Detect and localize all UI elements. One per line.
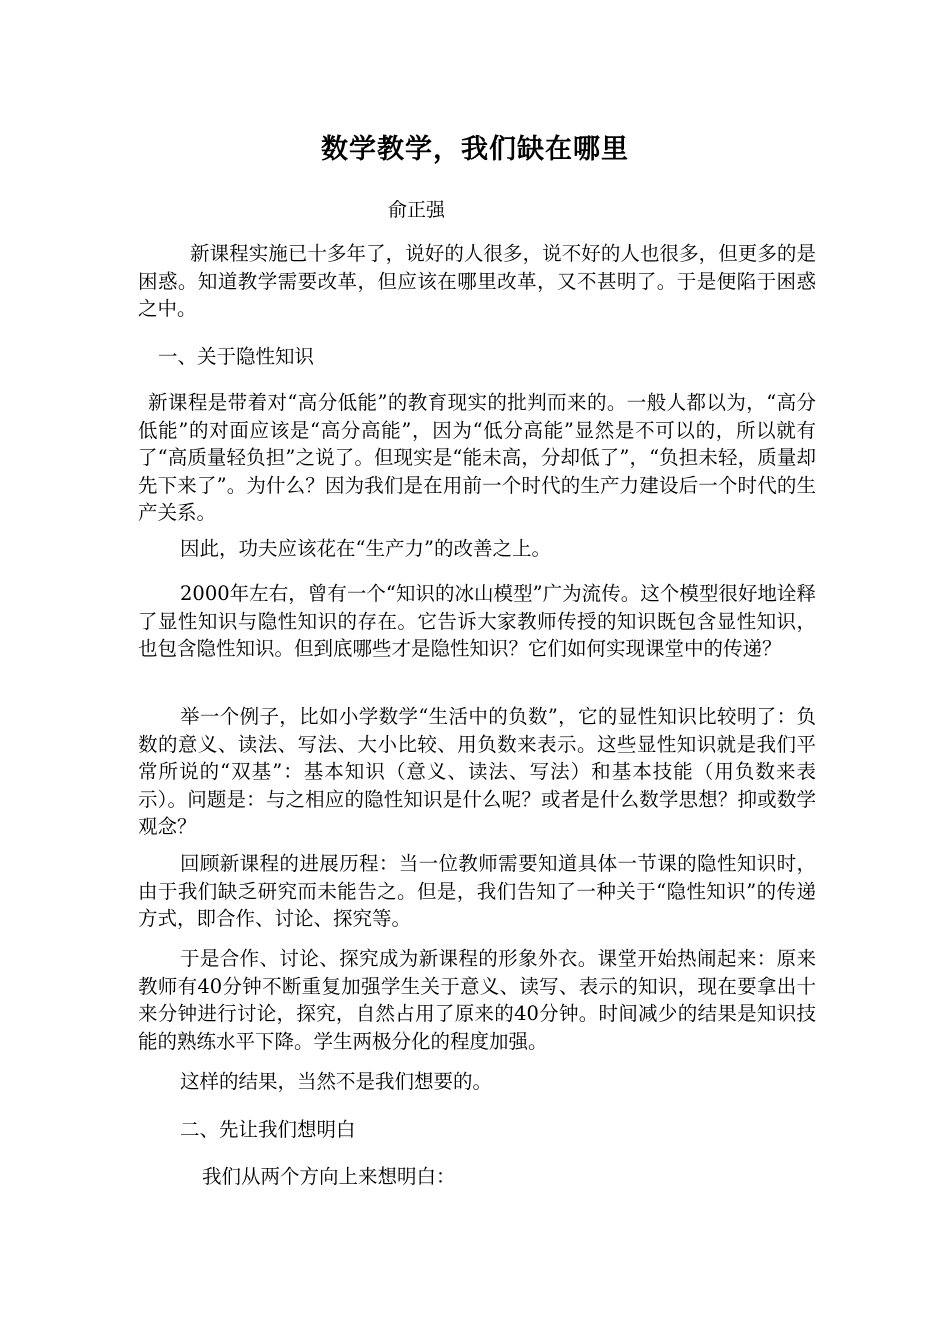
- paragraph-cooperation: 于是合作、讨论、探究成为新课程的形象外衣。课堂开始热闹起来：原来教师有40分钟不断重复加强学生关于意义、读写、表示的知识，现在要拿出十来分钟进行讨论，探究，自然占用了原来的40分钟。时间减少的结果是知识技能的熟练水平下降。学生两极分化的程度加强。: [138, 947, 816, 1053]
- section-heading-2: 二、先让我们想明白: [180, 1118, 356, 1141]
- paragraph-conclusion-1: 因此，功夫应该花在“生产力”的改善之上。: [180, 537, 551, 560]
- paragraph-background: 新课程是带着对“高分低能”的教育现实的批判而来的。一般人都以为，“高分低能”的对面应该是“高分高能”，因为“低分高能”显然是不可以的，所以就有了“高质量轻负担”之说了。但现实是“能未高，分却低了”，“负担未轻，质量却先下来了”。为什么？因为我们是在用前一个时代的生产力建设后一个时代的生产关系。: [138, 391, 816, 524]
- paragraph-review: 回顾新课程的进展历程：当一位教师需要知道具体一节课的隐性知识时，由于我们缺乏研究而未能告之。但是，我们告知了一种关于“隐性知识”的传递方式，即合作、讨论、探究等。: [138, 852, 816, 930]
- paragraph-result: 这样的结果，当然不是我们想要的。: [180, 1070, 493, 1093]
- document-title: 数学教学，我们缺在哪里: [321, 134, 629, 165]
- paragraph-iceberg-model: 2000年左右，曾有一个“知识的冰山模型”广为流传。这个模型很好地诠释了显性知识与隐性知识的存在。它告诉大家教师传授的知识既包含显性知识，也包含隐性知识。但到底哪些才是隐性知识？它们如何实现课堂中的传递？: [138, 582, 816, 660]
- section-heading-1: 一、关于隐性知识: [158, 345, 315, 368]
- document-author: 俞正强: [388, 199, 446, 221]
- paragraph-intro: 新课程实施已十多年了，说好的人很多，说不好的人也很多，但更多的是困惑。知道教学需要改革，但应该在哪里改革，又不甚明了。于是便陷于困惑之中。: [138, 242, 816, 320]
- paragraph-example: 举一个例子，比如小学数学“生活中的负数”，它的显性知识比较明了：负数的意义、读法、写法、大小比较、用负数来表示。这些显性知识就是我们平常所说的“双基”：基本知识（意义、读法、写法）和基本技能（用负数来表示）。问题是：与之相应的隐性知识是什么呢？或者是什么数学思想？抑或数学观念？: [138, 705, 816, 838]
- paragraph-two-directions: 我们从两个方向上来想明白：: [202, 1165, 456, 1188]
